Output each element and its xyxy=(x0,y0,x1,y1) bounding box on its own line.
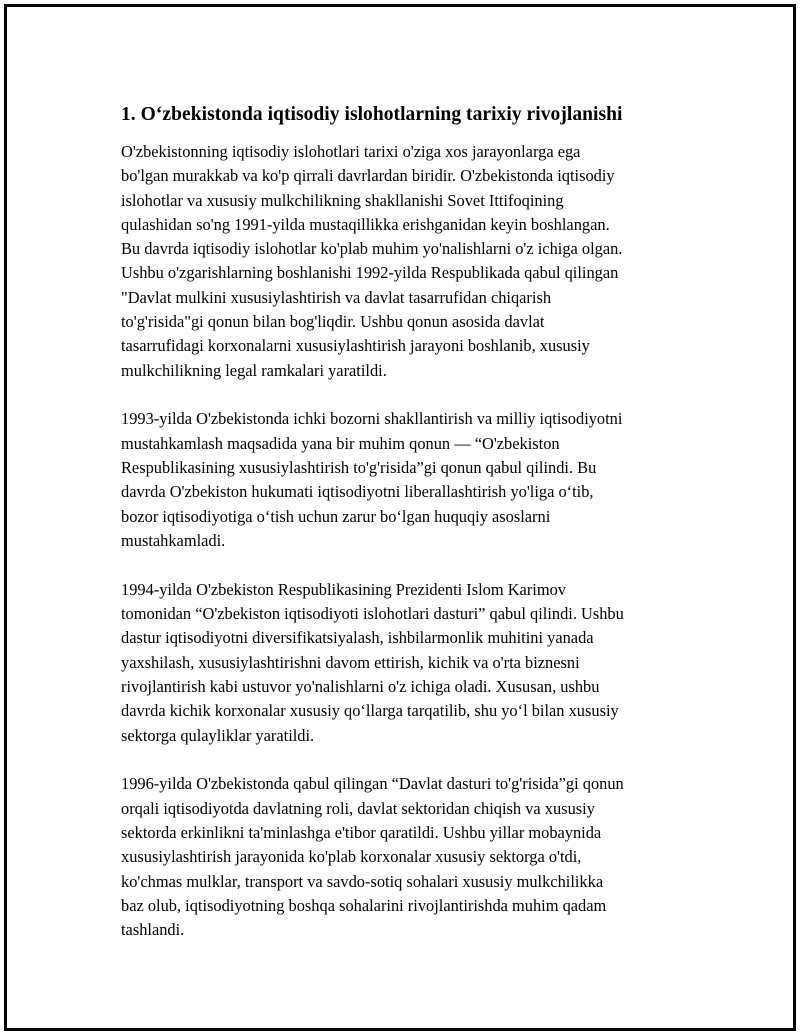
page-frame xyxy=(4,4,796,1031)
paragraph-3: 1994-yilda O'zbekiston Respublikasining Prezidenti Islom Karimov tomonidan “O'zbekiston iqtisodiyoti islohotlari dasturi” qabul qilindi. Ushbu dastur iqtisodiyotni diversifikatsiyalash, ishbilarmonlik muhitini yanada yaxshilash, xususiylashtirishni davom ettirish, kichik va o'rta biznesni rivojlantirish kabi ustuvor yo'nalishlarni o'z ichiga oladi. Xususan, ushbu davrda kichik korxonalar xususiy qo‘llarga tarqatilib, shu yo‘l bilan xususiy sektorga qulayliklar yaratildi. xyxy=(121,579,624,745)
paragraph-2: 1993-yilda O'zbekistonda ichki bozorni shakllantirish va milliy iqtisodiyotni mustahkamlash maqsadida yana bir muhim qonun — “O'zbekiston Respublikasining xususiylashtirish to'g'risida”gi qonun qabul qilindi. Bu davrda O'zbekiston hukumati iqtisodiyotni liberallashtirish yo'liga o‘tib, bozor iqtisodiyotiga o‘tish uchun zarur bo‘lgan huquqiy asoslarni mustahkamladi. xyxy=(121,409,623,550)
paragraph-1: O'zbekistonning iqtisodiy islohotlari tarixi o'ziga xos jarayonlarga ega bo'lgan murakkab va ko'p qirrali davrlardan biridir. O'zbekistonda iqtisodiy islohotlar va xususiy mulkchilikning shakllanishi Sovet Ittifoqining qulashidan so'ng 1991-yilda mustaqillikka erishganidan keyin boshlangan. Bu davrda iqtisodiy islohotlar ko'plab muhim yo'nalishlarni o'z ichiga olgan. Ushbu o'zgarishlarning boshlanishi 1992-yilda Respublikada qabul qilingan "Davlat mulkini xususiylashtirish va davlat tasarrufidan chiqarish to'g'risida"gi qonun bilan bog'liqdir. Ushbu qonun asosida davlat tasarrufidagi korxonalarni xususiylashtirish jarayoni boshlanib, xususiy mulkchilikning legal ramkalari yaratildi. xyxy=(121,142,623,380)
paragraph-4: 1996-yilda O'zbekistonda qabul qilingan “Davlat dasturi to'g'risida”gi qonun orqali iqtisodiyotda davlatning roli, davlat sektoridan chiqish va xususiy sektorda erkinlikni ta'minlashga e'tibor qaratildi. Ushbu yillar mobaynida xususiylashtirish jarayonida ko'plab korxonalar xususiy sektorga o'tdi, ko'chmas mulklar, transport va savdo-sotiq sohalari xususiy mulkchilikka baz olub, iqtisodiyotning boshqa sohalarini rivojlantirishda muhim qadam tashlandi. xyxy=(121,774,624,940)
section-heading: 1. O‘zbekistonda iqtisodiy islohotlarning tarixiy rivojlanishi xyxy=(121,104,623,125)
document-body xyxy=(121,103,695,967)
